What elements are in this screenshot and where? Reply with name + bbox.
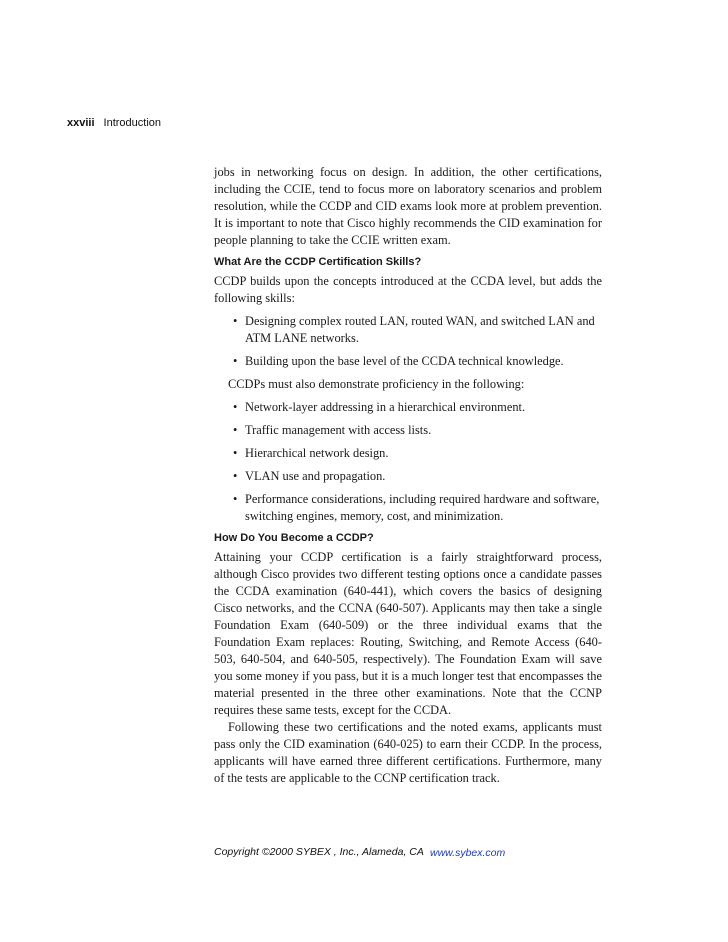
become-paragraph-1: Attaining your CCDP certification is a fairly straightforward process, although Cisco provides two different testing options once a candidate passes the CCDA examination (640-441), which covers the basics of designing Cisco networks, and the CCNA (640-507). Applicants may then take a single Foundation Exam (640-509) or the three individual exams that the Foundation Exam replaces: Routing, Switching, and Remote Access (640-503, 640-504, and 640-505, respectively). The Foundation Exam will save you some money if you pass, but it is a much longer test that encompasses the material presented in the three other examinations. Note that the CCNP requires these same tests, except for the CCDA.	[214, 550, 602, 717]
skills-lead-paragraph: CCDP builds upon the concepts introduced at the CCDA level, but adds the following skills:	[214, 274, 602, 305]
list-item-text: Performance considerations, including required hardware and software, switching engines, memory, cost, and minimization.	[245, 492, 600, 523]
bullet-icon: •	[233, 492, 238, 506]
bullet-icon: •	[233, 469, 238, 483]
bullet-icon: •	[233, 400, 238, 414]
proficiency-list	[214, 399, 602, 525]
section-heading-skills: What Are the CCDP Certification Skills?	[214, 256, 422, 268]
bullet-icon: •	[233, 354, 238, 368]
chapter-title: Introduction	[103, 117, 162, 129]
list-item	[214, 313, 602, 347]
copyright-notice: Copyright ©2000 SYBEX , Inc., Alameda, CA	[214, 846, 424, 858]
list-item	[214, 399, 602, 416]
list-item-text: Building upon the base level of the CCDA technical knowledge.	[245, 354, 564, 368]
page-body	[214, 164, 602, 787]
list-item-text: Hierarchical network design.	[245, 446, 389, 460]
list-item	[214, 445, 602, 462]
list-item	[214, 468, 602, 485]
bullet-icon: •	[233, 423, 238, 437]
list-item-text: Designing complex routed LAN, routed WAN, and switched LAN and ATM LANE networks.	[245, 314, 595, 345]
proficiency-intro: CCDPs must also demonstrate proficiency in the following:	[228, 377, 525, 391]
running-head	[67, 117, 161, 129]
publisher-website-link[interactable]: www.sybex.com	[430, 847, 506, 859]
list-item-text: Network-layer addressing in a hierarchical environment.	[245, 400, 526, 414]
footer	[214, 846, 506, 859]
list-item	[214, 491, 602, 525]
skills-list	[214, 313, 602, 370]
list-item-text: Traffic management with access lists.	[245, 423, 432, 437]
list-item	[214, 422, 602, 439]
list-item-text: VLAN use and propagation.	[245, 469, 386, 483]
page-number: xxviii	[67, 117, 95, 129]
become-paragraph-2: Following these two certifications and the noted exams, applicants must pass only the CID examination (640-025) to earn their CCDP. In the process, applicants will have earned three different certifications. Furthermore, many of the tests are applicable to the CCNP certification track.	[214, 720, 602, 785]
bullet-icon: •	[233, 446, 238, 460]
intro-paragraph: jobs in networking focus on design. In addition, the other certifications, including the CCIE, tend to focus more on laboratory scenarios and problem resolution, while the CCDP and CID exams look more at problem prevention. It is important to note that Cisco highly recommends the CID examination for people planning to take the CCIE written exam.	[214, 165, 602, 247]
bullet-icon: •	[233, 314, 238, 328]
section-heading-become: How Do You Become a CCDP?	[214, 532, 374, 544]
list-item	[214, 353, 602, 370]
